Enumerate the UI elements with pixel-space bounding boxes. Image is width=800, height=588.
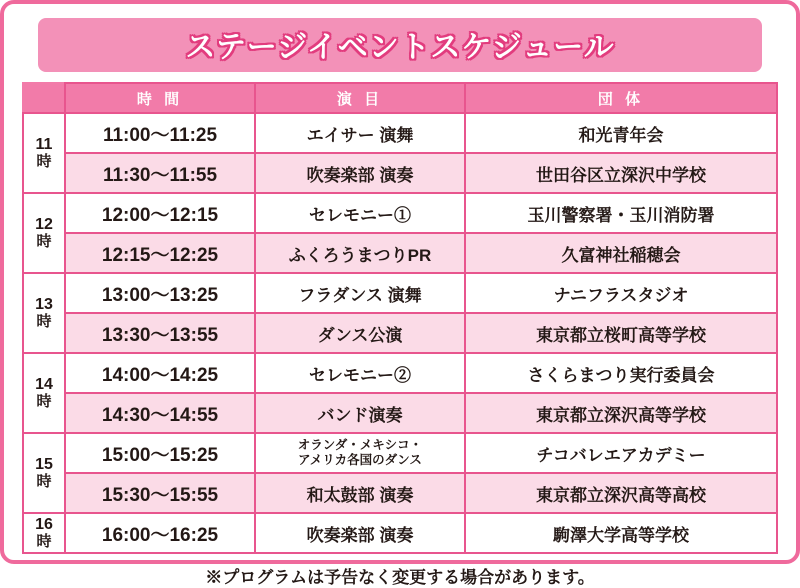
hour-unit: 時: [36, 312, 52, 330]
cell-program: セレモニー②: [255, 353, 465, 393]
table-body: [23, 113, 777, 553]
hour-number: 16: [35, 515, 53, 533]
cell-program: [255, 433, 465, 473]
cell-organization: チコバレエアカデミー: [465, 433, 777, 473]
disclaimer-note: ※プログラムは予告なく変更する場合があります。: [205, 568, 595, 587]
header-row: [23, 83, 777, 113]
cell-organization: 東京都立深沢高等学校: [465, 393, 777, 433]
cell-time: 15:00〜15:25: [65, 433, 255, 473]
table-row: [23, 393, 777, 433]
cell-program: 吹奏楽部 演奏: [255, 513, 465, 553]
cell-program: フラダンス 演舞: [255, 273, 465, 313]
hour-unit: 時: [36, 152, 52, 170]
hour-number: 14: [35, 375, 53, 393]
cell-time: 14:30〜14:55: [65, 393, 255, 433]
cell-organization: ナニフラスタジオ: [465, 273, 777, 313]
cell-organization: 久富神社稲穂会: [465, 233, 777, 273]
cell-organization: 世田谷区立深沢中学校: [465, 153, 777, 193]
cell-program: 和太鼓部 演奏: [255, 473, 465, 513]
cell-program: ふくろうまつりPR: [255, 233, 465, 273]
table-row: [23, 193, 777, 233]
table-row: [23, 433, 777, 473]
cell-time: 11:30〜11:55: [65, 153, 255, 193]
table-row: [23, 113, 777, 153]
hour-cell-14: [23, 353, 65, 433]
hour-cell-11: [23, 113, 65, 193]
hour-unit: 時: [36, 392, 52, 410]
table-header: [23, 83, 777, 113]
hour-number: 13: [35, 295, 53, 313]
table-row: [23, 273, 777, 313]
hour-unit: 時: [36, 232, 52, 250]
cell-time: 14:00〜14:25: [65, 353, 255, 393]
cell-program-line1: オランダ・メキシコ・: [297, 438, 423, 452]
column-header-hour: [23, 83, 65, 113]
cell-organization: 玉川警察署・玉川消防署: [465, 193, 777, 233]
table-row: [23, 473, 777, 513]
page-title: ステージイベントスケジュール: [185, 31, 615, 64]
poster-title-band: [38, 18, 762, 72]
cell-organization: 駒澤大学高等学校: [465, 513, 777, 553]
hour-cell-12: [23, 193, 65, 273]
hour-number: 15: [35, 455, 53, 473]
cell-program-line2: アメリカ各国のダンス: [298, 453, 422, 467]
cell-organization: さくらまつり実行委員会: [465, 353, 777, 393]
table-row: [23, 353, 777, 393]
table-row: [23, 233, 777, 273]
hour-cell-16: [23, 513, 65, 553]
cell-time: 13:00〜13:25: [65, 273, 255, 313]
cell-program: エイサー 演舞: [255, 113, 465, 153]
cell-program: バンド演奏: [255, 393, 465, 433]
cell-organization: 東京都立深沢高等高校: [465, 473, 777, 513]
cell-time: 12:15〜12:25: [65, 233, 255, 273]
cell-time: 12:00〜12:15: [65, 193, 255, 233]
cell-organization: 東京都立桜町高等学校: [465, 313, 777, 353]
schedule-table: [22, 82, 778, 554]
hour-number: 11: [35, 135, 53, 153]
table-row: [23, 153, 777, 193]
table-row: [23, 513, 777, 553]
table-row: [23, 313, 777, 353]
cell-time: 15:30〜15:55: [65, 473, 255, 513]
cell-program: セレモニー①: [255, 193, 465, 233]
cell-program: ダンス公演: [255, 313, 465, 353]
cell-organization: 和光青年会: [465, 113, 777, 153]
cell-time: 11:00〜11:25: [65, 113, 255, 153]
hour-cell-15: [23, 433, 65, 513]
cell-time: 13:30〜13:55: [65, 313, 255, 353]
hour-number: 12: [35, 215, 53, 233]
column-header-organization: 団 体: [465, 83, 777, 113]
hour-unit: 時: [36, 472, 52, 490]
hour-cell-13: [23, 273, 65, 353]
cell-time: 16:00〜16:25: [65, 513, 255, 553]
hour-unit: 時: [36, 532, 52, 550]
column-header-time: 時 間: [65, 83, 255, 113]
column-header-program: 演 目: [255, 83, 465, 113]
cell-program: 吹奏楽部 演奏: [255, 153, 465, 193]
